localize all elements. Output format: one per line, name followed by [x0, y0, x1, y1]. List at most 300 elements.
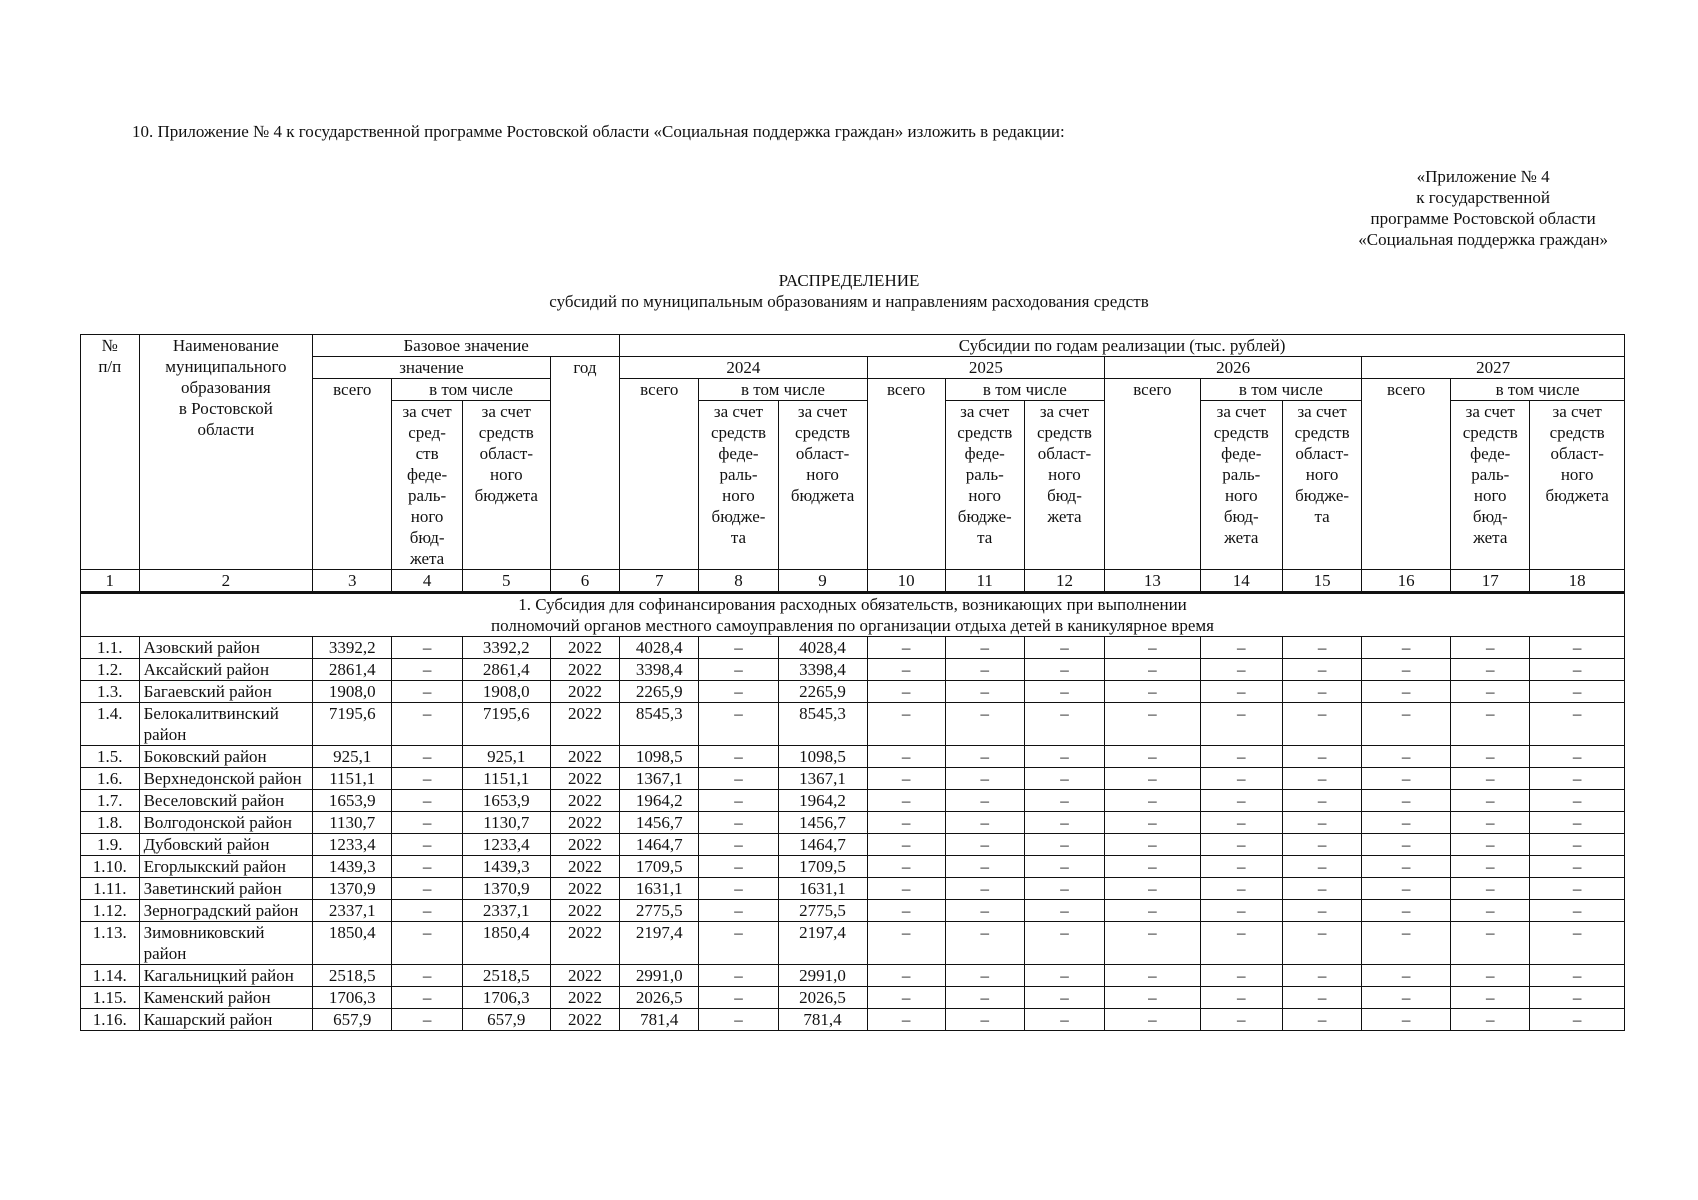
- empty-value-cell: –: [1105, 790, 1200, 812]
- header-number: № п/п: [81, 335, 140, 570]
- base-federal: –: [392, 878, 463, 900]
- empty-value-cell: –: [945, 812, 1024, 834]
- header-federal-budget: за счет сред- ств феде- раль- ного бюд- жета: [392, 401, 463, 570]
- regional-2024: 1464,7: [778, 834, 867, 856]
- base-regional: 1151,1: [462, 768, 550, 790]
- row-number: 1.3.: [81, 681, 140, 703]
- empty-value-cell: –: [945, 703, 1024, 746]
- table-row: [81, 790, 1625, 812]
- empty-value-cell: –: [1362, 681, 1451, 703]
- regional-2024: 3398,4: [778, 659, 867, 681]
- table-row: [81, 659, 1625, 681]
- base-regional: 2518,5: [462, 965, 550, 987]
- header-year-2025: 2025: [867, 357, 1105, 379]
- empty-value-cell: –: [1024, 878, 1104, 900]
- empty-value-cell: –: [1451, 878, 1530, 900]
- base-regional: 925,1: [462, 746, 550, 768]
- base-regional: 1130,7: [462, 812, 550, 834]
- total-2024: 1456,7: [620, 812, 699, 834]
- empty-value-cell: –: [867, 790, 945, 812]
- total-2024: 1631,1: [620, 878, 699, 900]
- municipality-name: Заветинский район: [139, 878, 313, 900]
- empty-value-cell: –: [1283, 856, 1362, 878]
- row-number: 1.1.: [81, 637, 140, 659]
- federal-2024: –: [699, 1009, 778, 1031]
- total-2024: 1964,2: [620, 790, 699, 812]
- empty-value-cell: –: [1451, 856, 1530, 878]
- column-number-row: [81, 570, 1625, 593]
- federal-2024: –: [699, 746, 778, 768]
- municipality-name: Багаевский район: [139, 681, 313, 703]
- header-regional-budget: за счет средств област- ного бюджета: [462, 401, 550, 570]
- empty-value-cell: –: [1200, 659, 1282, 681]
- column-number: 9: [778, 570, 867, 593]
- base-year: 2022: [550, 834, 619, 856]
- empty-value-cell: –: [1200, 856, 1282, 878]
- empty-value-cell: –: [867, 659, 945, 681]
- header-subsidies: Субсидии по годам реализации (тыс. рублей): [620, 335, 1625, 357]
- empty-value-cell: –: [945, 790, 1024, 812]
- empty-value-cell: –: [1200, 637, 1282, 659]
- empty-value-cell: –: [1362, 746, 1451, 768]
- empty-value-cell: –: [1362, 1009, 1451, 1031]
- empty-value-cell: –: [1105, 637, 1200, 659]
- document-title-block: [0, 270, 1698, 312]
- column-number: 7: [620, 570, 699, 593]
- empty-value-cell: –: [945, 987, 1024, 1009]
- column-number: 10: [867, 570, 945, 593]
- empty-value-cell: –: [867, 681, 945, 703]
- empty-value-cell: –: [1200, 834, 1282, 856]
- empty-value-cell: –: [1451, 768, 1530, 790]
- empty-value-cell: –: [1200, 900, 1282, 922]
- empty-value-cell: –: [1530, 834, 1625, 856]
- header-base-value: Базовое значение: [313, 335, 620, 357]
- base-total: 1370,9: [313, 878, 392, 900]
- regional-2024: 2265,9: [778, 681, 867, 703]
- base-federal: –: [392, 1009, 463, 1031]
- table-row: [81, 746, 1625, 768]
- header-federal-budget: за счет средств феде- раль- ного бюдже- та: [945, 401, 1024, 570]
- empty-value-cell: –: [1024, 922, 1104, 965]
- empty-value-cell: –: [1024, 965, 1104, 987]
- empty-value-cell: –: [867, 965, 945, 987]
- total-2024: 3398,4: [620, 659, 699, 681]
- table-row: [81, 703, 1625, 746]
- empty-value-cell: –: [1283, 681, 1362, 703]
- empty-value-cell: –: [1283, 878, 1362, 900]
- empty-value-cell: –: [1105, 834, 1200, 856]
- empty-value-cell: –: [1530, 768, 1625, 790]
- row-number: 1.6.: [81, 768, 140, 790]
- base-federal: –: [392, 659, 463, 681]
- column-number: 11: [945, 570, 1024, 593]
- header-year-2024: 2024: [620, 357, 867, 379]
- column-number: 15: [1283, 570, 1362, 593]
- empty-value-cell: –: [1024, 987, 1104, 1009]
- empty-value-cell: –: [1451, 812, 1530, 834]
- header-base-value-sub: значение: [313, 357, 551, 379]
- base-federal: –: [392, 703, 463, 746]
- table-row: [81, 1009, 1625, 1031]
- column-number: 18: [1530, 570, 1625, 593]
- regional-2024: 4028,4: [778, 637, 867, 659]
- empty-value-cell: –: [1530, 637, 1625, 659]
- empty-value-cell: –: [945, 922, 1024, 965]
- row-number: 1.16.: [81, 1009, 140, 1031]
- empty-value-cell: –: [1451, 900, 1530, 922]
- table-row: [81, 637, 1625, 659]
- empty-value-cell: –: [867, 922, 945, 965]
- municipality-name: Дубовский район: [139, 834, 313, 856]
- empty-value-cell: –: [1024, 768, 1104, 790]
- total-2024: 2197,4: [620, 922, 699, 965]
- empty-value-cell: –: [1105, 878, 1200, 900]
- row-number: 1.8.: [81, 812, 140, 834]
- empty-value-cell: –: [1105, 703, 1200, 746]
- appendix-line: «Социальная поддержка граждан»: [1358, 230, 1608, 249]
- base-year: 2022: [550, 637, 619, 659]
- base-year: 2022: [550, 922, 619, 965]
- empty-value-cell: –: [1451, 746, 1530, 768]
- row-number: 1.14.: [81, 965, 140, 987]
- base-year: 2022: [550, 768, 619, 790]
- empty-value-cell: –: [1105, 900, 1200, 922]
- row-number: 1.4.: [81, 703, 140, 746]
- empty-value-cell: –: [945, 746, 1024, 768]
- column-number: 8: [699, 570, 778, 593]
- appendix-line: «Приложение № 4: [1416, 167, 1550, 186]
- total-2024: 1098,5: [620, 746, 699, 768]
- empty-value-cell: –: [945, 900, 1024, 922]
- base-federal: –: [392, 987, 463, 1009]
- empty-value-cell: –: [1200, 1009, 1282, 1031]
- base-total: 3392,2: [313, 637, 392, 659]
- empty-value-cell: –: [1362, 659, 1451, 681]
- column-number: 1: [81, 570, 140, 593]
- empty-value-cell: –: [1200, 681, 1282, 703]
- empty-value-cell: –: [1283, 834, 1362, 856]
- municipality-name: Боковский район: [139, 746, 313, 768]
- empty-value-cell: –: [1105, 987, 1200, 1009]
- federal-2024: –: [699, 965, 778, 987]
- empty-value-cell: –: [1200, 746, 1282, 768]
- empty-value-cell: –: [1362, 812, 1451, 834]
- empty-value-cell: –: [1283, 812, 1362, 834]
- total-2024: 2775,5: [620, 900, 699, 922]
- empty-value-cell: –: [867, 856, 945, 878]
- base-federal: –: [392, 768, 463, 790]
- row-number: 1.9.: [81, 834, 140, 856]
- base-total: 657,9: [313, 1009, 392, 1031]
- empty-value-cell: –: [1530, 659, 1625, 681]
- base-federal: –: [392, 900, 463, 922]
- empty-value-cell: –: [1200, 965, 1282, 987]
- header-year-2027: 2027: [1362, 357, 1625, 379]
- empty-value-cell: –: [1283, 965, 1362, 987]
- total-2024: 2991,0: [620, 965, 699, 987]
- base-total: 1706,3: [313, 987, 392, 1009]
- empty-value-cell: –: [1362, 768, 1451, 790]
- table-row: [81, 900, 1625, 922]
- base-total: 1908,0: [313, 681, 392, 703]
- regional-2024: 1098,5: [778, 746, 867, 768]
- base-regional: 1706,3: [462, 987, 550, 1009]
- column-number: 16: [1362, 570, 1451, 593]
- municipality-name: Волгодонской район: [139, 812, 313, 834]
- base-federal: –: [392, 922, 463, 965]
- regional-2024: 1456,7: [778, 812, 867, 834]
- total-2024: 2265,9: [620, 681, 699, 703]
- empty-value-cell: –: [1200, 878, 1282, 900]
- empty-value-cell: –: [867, 746, 945, 768]
- empty-value-cell: –: [1200, 922, 1282, 965]
- header-including: в том числе: [392, 379, 550, 401]
- empty-value-cell: –: [1530, 922, 1625, 965]
- empty-value-cell: –: [1451, 1009, 1530, 1031]
- empty-value-cell: –: [867, 878, 945, 900]
- row-number: 1.10.: [81, 856, 140, 878]
- header-federal-budget: за счет средств феде- раль- ного бюд- жета: [1451, 401, 1530, 570]
- base-year: 2022: [550, 987, 619, 1009]
- municipality-name: Каменский район: [139, 987, 313, 1009]
- empty-value-cell: –: [1105, 856, 1200, 878]
- empty-value-cell: –: [1530, 900, 1625, 922]
- municipality-name: Азовский район: [139, 637, 313, 659]
- regional-2024: 781,4: [778, 1009, 867, 1031]
- empty-value-cell: –: [1451, 681, 1530, 703]
- base-federal: –: [392, 965, 463, 987]
- federal-2024: –: [699, 790, 778, 812]
- document-title: РАСПРЕДЕЛЕНИЕ: [778, 271, 920, 290]
- empty-value-cell: –: [1200, 703, 1282, 746]
- federal-2024: –: [699, 681, 778, 703]
- empty-value-cell: –: [867, 900, 945, 922]
- base-year: 2022: [550, 900, 619, 922]
- empty-value-cell: –: [867, 987, 945, 1009]
- empty-value-cell: –: [945, 637, 1024, 659]
- base-year: 2022: [550, 965, 619, 987]
- empty-value-cell: –: [1362, 637, 1451, 659]
- empty-value-cell: –: [867, 637, 945, 659]
- column-number: 6: [550, 570, 619, 593]
- empty-value-cell: –: [1362, 965, 1451, 987]
- empty-value-cell: –: [1530, 703, 1625, 746]
- row-number: 1.7.: [81, 790, 140, 812]
- municipality-name: Кашарский район: [139, 1009, 313, 1031]
- base-total: 2337,1: [313, 900, 392, 922]
- empty-value-cell: –: [1105, 681, 1200, 703]
- base-year: 2022: [550, 659, 619, 681]
- section-title: 1. Субсидия для софинансирования расходных обязательств, возникающих при выполнении полномочий органов местного самоуправления по организации отдыха детей в каникулярное время: [81, 593, 1625, 637]
- column-number: 4: [392, 570, 463, 593]
- table-row: [81, 987, 1625, 1009]
- empty-value-cell: –: [1451, 987, 1530, 1009]
- header-including: в том числе: [1451, 379, 1625, 401]
- federal-2024: –: [699, 834, 778, 856]
- base-regional: 7195,6: [462, 703, 550, 746]
- empty-value-cell: –: [1451, 834, 1530, 856]
- empty-value-cell: –: [867, 812, 945, 834]
- header-regional-budget: за счет средств област- ного бюджета: [1530, 401, 1625, 570]
- empty-value-cell: –: [1024, 790, 1104, 812]
- base-regional: 1850,4: [462, 922, 550, 965]
- base-federal: –: [392, 790, 463, 812]
- appendix-reference: [1358, 166, 1608, 250]
- base-federal: –: [392, 834, 463, 856]
- empty-value-cell: –: [1451, 965, 1530, 987]
- empty-value-cell: –: [945, 856, 1024, 878]
- empty-value-cell: –: [1530, 856, 1625, 878]
- header-including: в том числе: [945, 379, 1104, 401]
- federal-2024: –: [699, 703, 778, 746]
- municipality-name: Веселовский район: [139, 790, 313, 812]
- header-regional-budget: за счет средств област- ного бюдже- та: [1283, 401, 1362, 570]
- empty-value-cell: –: [1530, 878, 1625, 900]
- column-number: 17: [1451, 570, 1530, 593]
- section-row: [81, 593, 1625, 637]
- header-total: всего: [1105, 379, 1200, 570]
- base-total: 1439,3: [313, 856, 392, 878]
- empty-value-cell: –: [1362, 790, 1451, 812]
- empty-value-cell: –: [1105, 659, 1200, 681]
- row-number: 1.13.: [81, 922, 140, 965]
- federal-2024: –: [699, 812, 778, 834]
- empty-value-cell: –: [1530, 965, 1625, 987]
- empty-value-cell: –: [945, 659, 1024, 681]
- base-total: 2518,5: [313, 965, 392, 987]
- municipality-name: Аксайский район: [139, 659, 313, 681]
- empty-value-cell: –: [1105, 965, 1200, 987]
- empty-value-cell: –: [1362, 922, 1451, 965]
- table-row: [81, 922, 1625, 965]
- municipality-name: Верхнедонской район: [139, 768, 313, 790]
- empty-value-cell: –: [1451, 922, 1530, 965]
- base-total: 1130,7: [313, 812, 392, 834]
- empty-value-cell: –: [1283, 900, 1362, 922]
- empty-value-cell: –: [1283, 768, 1362, 790]
- empty-value-cell: –: [1283, 922, 1362, 965]
- empty-value-cell: –: [1024, 900, 1104, 922]
- base-total: 1850,4: [313, 922, 392, 965]
- header-total: всего: [867, 379, 945, 570]
- municipality-name: Белокалитвинский район: [139, 703, 313, 746]
- empty-value-cell: –: [867, 1009, 945, 1031]
- empty-value-cell: –: [1024, 856, 1104, 878]
- base-year: 2022: [550, 812, 619, 834]
- empty-value-cell: –: [1362, 856, 1451, 878]
- municipality-name: Зерноградский район: [139, 900, 313, 922]
- federal-2024: –: [699, 987, 778, 1009]
- column-number: 13: [1105, 570, 1200, 593]
- empty-value-cell: –: [1283, 746, 1362, 768]
- base-total: 2861,4: [313, 659, 392, 681]
- empty-value-cell: –: [945, 834, 1024, 856]
- empty-value-cell: –: [1105, 922, 1200, 965]
- empty-value-cell: –: [1024, 746, 1104, 768]
- header-total: всего: [313, 379, 392, 570]
- base-regional: 657,9: [462, 1009, 550, 1031]
- empty-value-cell: –: [1024, 812, 1104, 834]
- column-number: 5: [462, 570, 550, 593]
- empty-value-cell: –: [867, 703, 945, 746]
- base-regional: 1653,9: [462, 790, 550, 812]
- base-federal: –: [392, 681, 463, 703]
- base-total: 1653,9: [313, 790, 392, 812]
- base-federal: –: [392, 637, 463, 659]
- municipality-name: Зимовниковский район: [139, 922, 313, 965]
- empty-value-cell: –: [1105, 812, 1200, 834]
- empty-value-cell: –: [867, 834, 945, 856]
- empty-value-cell: –: [945, 768, 1024, 790]
- header-total: всего: [620, 379, 699, 570]
- subsidy-distribution-table: [80, 334, 1625, 1031]
- total-2024: 8545,3: [620, 703, 699, 746]
- empty-value-cell: –: [945, 878, 1024, 900]
- empty-value-cell: –: [1024, 1009, 1104, 1031]
- header-regional-budget: за счет средств област- ного бюджета: [778, 401, 867, 570]
- empty-value-cell: –: [1362, 834, 1451, 856]
- table-row: [81, 965, 1625, 987]
- base-year: 2022: [550, 1009, 619, 1031]
- empty-value-cell: –: [1200, 987, 1282, 1009]
- empty-value-cell: –: [945, 681, 1024, 703]
- empty-value-cell: –: [1105, 1009, 1200, 1031]
- header-including: в том числе: [1200, 379, 1362, 401]
- regional-2024: 2197,4: [778, 922, 867, 965]
- base-federal: –: [392, 746, 463, 768]
- empty-value-cell: –: [867, 768, 945, 790]
- base-regional: 3392,2: [462, 637, 550, 659]
- regional-2024: 1709,5: [778, 856, 867, 878]
- base-year: 2022: [550, 790, 619, 812]
- regional-2024: 1964,2: [778, 790, 867, 812]
- appendix-line: программе Ростовской области: [1370, 209, 1596, 228]
- header-federal-budget: за счет средств феде- раль- ного бюд- жета: [1200, 401, 1282, 570]
- base-total: 925,1: [313, 746, 392, 768]
- row-number: 1.12.: [81, 900, 140, 922]
- base-year: 2022: [550, 856, 619, 878]
- empty-value-cell: –: [1024, 703, 1104, 746]
- empty-value-cell: –: [1024, 681, 1104, 703]
- table-row: [81, 878, 1625, 900]
- federal-2024: –: [699, 659, 778, 681]
- table-row: [81, 856, 1625, 878]
- empty-value-cell: –: [1283, 1009, 1362, 1031]
- empty-value-cell: –: [1283, 790, 1362, 812]
- table-row: [81, 681, 1625, 703]
- federal-2024: –: [699, 637, 778, 659]
- federal-2024: –: [699, 878, 778, 900]
- header-federal-budget: за счет средств феде- раль- ного бюдже- та: [699, 401, 778, 570]
- empty-value-cell: –: [1200, 768, 1282, 790]
- base-year: 2022: [550, 878, 619, 900]
- regional-2024: 2775,5: [778, 900, 867, 922]
- regional-2024: 2026,5: [778, 987, 867, 1009]
- empty-value-cell: –: [1024, 834, 1104, 856]
- column-number: 14: [1200, 570, 1282, 593]
- empty-value-cell: –: [1024, 659, 1104, 681]
- empty-value-cell: –: [1105, 768, 1200, 790]
- empty-value-cell: –: [1530, 987, 1625, 1009]
- federal-2024: –: [699, 768, 778, 790]
- total-2024: 1367,1: [620, 768, 699, 790]
- base-regional: 1370,9: [462, 878, 550, 900]
- row-number: 1.15.: [81, 987, 140, 1009]
- base-year: 2022: [550, 681, 619, 703]
- column-number: 2: [139, 570, 313, 593]
- empty-value-cell: –: [1362, 900, 1451, 922]
